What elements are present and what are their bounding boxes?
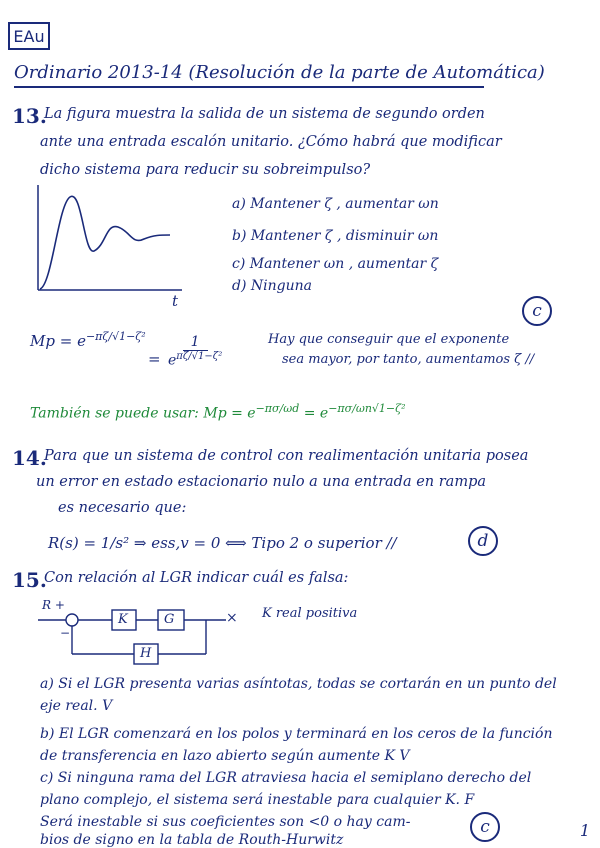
q13-answer: c <box>532 301 542 321</box>
q15-option-a-2: eje real. V <box>40 698 113 714</box>
q13-line-2: ante una entrada escalón unitario. ¿Cómo habrá que modificar <box>40 134 502 150</box>
diagram-note: K real positiva <box>262 606 358 621</box>
green-exp-2: −πσ/ωn√1−ζ² <box>328 402 406 415</box>
q15-note-1: Será inestable si sus coeficientes son <0 o hay cam- <box>40 814 411 830</box>
q14-number: 14. <box>12 446 47 470</box>
q13-option-c: c) Mantener ωn , aumentar ζ <box>232 256 439 272</box>
green-exp-1: −πσ/ωd <box>255 402 300 415</box>
q14-formula: R(s) = 1/s² ⇒ ess,v = 0 ⟺ Tipo 2 o superior // <box>48 534 397 552</box>
diagram-minus-label: − <box>60 626 71 640</box>
mp-exponent: −πζ/√1−ζ² <box>85 330 146 343</box>
q15-number: 15. <box>12 568 47 592</box>
q13-option-b: b) Mantener ζ , disminuir ωn <box>232 228 439 244</box>
plot-axis-label-t: t <box>172 292 179 310</box>
q15-answer: c <box>480 817 490 837</box>
mp-fraction <box>168 334 222 369</box>
diagram-output-mark: × <box>226 610 238 626</box>
q13-answer-circle <box>522 296 552 326</box>
q15-option-c-2: plano complejo, el sistema será inestable para cualquier K. F <box>40 792 475 808</box>
step-response-plot <box>30 185 190 305</box>
q15-answer-circle <box>470 812 500 842</box>
summing-junction <box>66 614 78 626</box>
q15-option-c-1: c) Si ninguna rama del LGR atraviesa hacia el semiplano derecho del <box>40 770 532 786</box>
q15-option-b-2: de transferencia en lazo abierto según aumente K V <box>40 748 410 764</box>
q14-line-2: un error en estado estacionario nulo a una entrada en rampa <box>36 474 486 490</box>
q15-line: Con relación al LGR indicar cuál es falsa: <box>44 570 349 586</box>
block-k-label: K <box>118 612 128 627</box>
page-title: Ordinario 2013-14 (Resolución de la parte de Automática) <box>14 62 545 83</box>
q13-note-1: Hay que conseguir que el exponente <box>268 332 510 347</box>
mp-left: Mp = e <box>30 332 86 350</box>
mp-equals: = <box>148 350 161 368</box>
mp-frac-den-exponent: πζ/√1−ζ² <box>176 351 223 362</box>
logo-box <box>8 22 50 50</box>
mp-formula <box>30 330 146 350</box>
mp-frac-numerator: 1 <box>183 334 208 351</box>
q14-line-3: es necesario que: <box>58 500 187 516</box>
block-h-label: H <box>140 646 152 661</box>
title-underline <box>14 86 484 88</box>
q13-number: 13. <box>12 104 47 128</box>
logo-text: EAu <box>13 26 45 46</box>
block-g-label: G <box>164 612 175 627</box>
mp-frac-denominator: e <box>168 352 177 369</box>
q15-option-a-1: a) Si el LGR presenta varias asíntotas, todas se cortarán en un punto del <box>40 676 557 692</box>
page-number: 1 <box>579 821 590 840</box>
q13-green-note <box>30 402 406 422</box>
green-eq: = e <box>303 405 329 422</box>
q15-note-2: bios de signo en la tabla de Routh-Hurwitz <box>40 832 344 848</box>
q13-note-2: sea mayor, por tanto, aumentamos ζ // <box>282 352 535 367</box>
q13-option-d: d) Ninguna <box>232 278 312 294</box>
q14-line-1: Para que un sistema de control con realimentación unitaria posea <box>44 448 529 464</box>
response-curve <box>40 196 170 289</box>
q14-answer-circle <box>468 526 498 556</box>
q13-line-3: dicho sistema para reducir su sobreimpulso? <box>40 162 371 178</box>
q13-line-1: La figura muestra la salida de un sistema de segundo orden <box>44 106 485 122</box>
q15-option-b-1: b) El LGR comenzará en los polos y terminará en los ceros de la función <box>40 726 553 742</box>
green-note-text: También se puede usar: Mp = e <box>30 405 256 422</box>
diagram-input-label: R + <box>42 598 65 612</box>
q13-option-a: a) Mantener ζ , aumentar ωn <box>232 196 439 212</box>
q14-answer: d <box>477 531 489 551</box>
